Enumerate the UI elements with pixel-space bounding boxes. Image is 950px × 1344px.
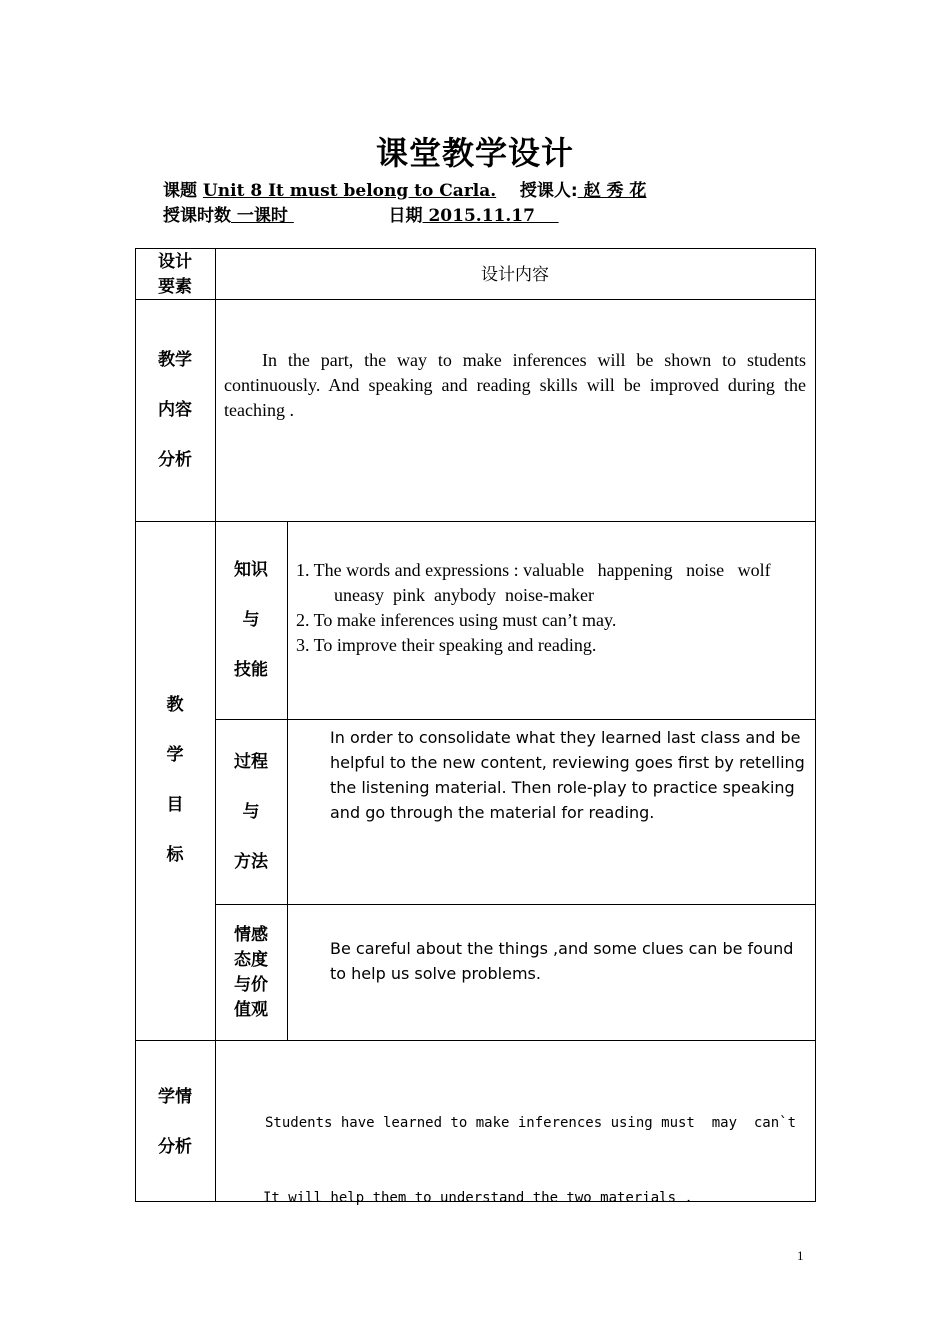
table-rule-content: [135, 521, 816, 522]
table-rule-header: [135, 299, 816, 300]
emotion-label-4: 值观: [234, 1000, 268, 1020]
objectives-label-3: 目: [166, 795, 184, 815]
header-design-elements: [135, 250, 215, 300]
student-analysis-label: [135, 1085, 215, 1160]
objectives-label-2: 学: [166, 745, 184, 765]
teacher-label: 授课人:: [519, 181, 578, 201]
table-rule-knowledge: [215, 719, 816, 720]
date-value: 2015.11.17: [422, 206, 559, 226]
knowledge-item-1-cont: uneasy pink anybody noise-maker: [334, 585, 594, 605]
knowledge-item-3: 3. To improve their speaking and reading.: [296, 635, 597, 655]
table-rule-col1: [215, 248, 216, 1202]
header-design-content: 设计内容: [481, 265, 549, 285]
table-rule-process: [215, 904, 816, 905]
student-analysis-label-2: 分析: [158, 1137, 192, 1157]
emotion-label: [215, 923, 287, 1023]
objectives-label-4: 标: [166, 845, 184, 865]
content-analysis-label-2: 内容: [158, 400, 192, 420]
meta-line-hours: [163, 201, 559, 226]
date-label: 日期: [388, 206, 423, 226]
page-number: 1: [797, 1248, 804, 1263]
process-label-3: 方法: [234, 852, 268, 872]
knowledge-label-1: 知识: [234, 560, 268, 580]
header-col1-line2: 要素: [158, 277, 192, 297]
table-rule-subcol: [287, 521, 288, 1041]
header-col1-line1: 设计: [158, 252, 192, 272]
content-analysis-label: [135, 348, 215, 473]
knowledge-label-3: 技能: [234, 660, 268, 680]
process-text: In order to consolidate what they learned last class and be helpful to the new content, reviewing goes first by retelling the listening material. Then role-play to practice speaking and go through the material for reading.: [330, 728, 805, 822]
student-analysis-text: [263, 1061, 808, 1261]
knowledge-label-2: 与: [242, 610, 260, 630]
table-rule-objectives: [135, 1040, 816, 1041]
knowledge-text: [296, 558, 808, 658]
process-label: [215, 750, 287, 875]
student-analysis-label-1: 学情: [158, 1087, 192, 1107]
content-analysis-label-1: 教学: [158, 350, 192, 370]
emotion-label-2: 态度: [234, 950, 268, 970]
table-border-right: [815, 248, 816, 1202]
hours-value: 一课时: [231, 206, 294, 226]
content-analysis-label-3: 分析: [158, 450, 192, 470]
objectives-label: [135, 693, 215, 868]
document-title: 课堂教学设计: [375, 134, 574, 172]
hours-label: 授课时数: [163, 206, 231, 226]
table-border-top: [135, 248, 816, 249]
topic-label: 课题: [163, 181, 197, 201]
process-label-1: 过程: [234, 752, 268, 772]
objectives-label-1: 教: [166, 695, 184, 715]
emotion-label-3: 与价: [234, 975, 268, 995]
student-analysis-line-1: Students have learned to make inferences using must may can`t: [265, 1115, 797, 1131]
student-analysis-line-2: It will help them to understand the two materials .: [263, 1190, 693, 1206]
content-analysis-text: In the part, the way to make inferences will be shown to students continuously. And speaking and reading skills will be improved during the teaching .: [224, 350, 806, 420]
knowledge-label: [215, 558, 287, 683]
teacher-value: 赵 秀 花: [577, 181, 647, 201]
knowledge-item-1: 1. The words and expressions : valuable happening noise wolf: [296, 560, 771, 580]
knowledge-item-2: 2. To make inferences using must can’t may.: [296, 610, 617, 630]
process-label-2: 与: [242, 802, 260, 822]
topic-value: Unit 8 It must belong to Carla.: [202, 181, 497, 201]
lesson-design-table: [135, 248, 815, 1206]
emotion-label-1: 情感: [234, 925, 268, 945]
meta-line-topic: [163, 176, 646, 201]
emotion-text: Be careful about the things ,and some clues can be found to help us solve problems.: [330, 939, 794, 983]
